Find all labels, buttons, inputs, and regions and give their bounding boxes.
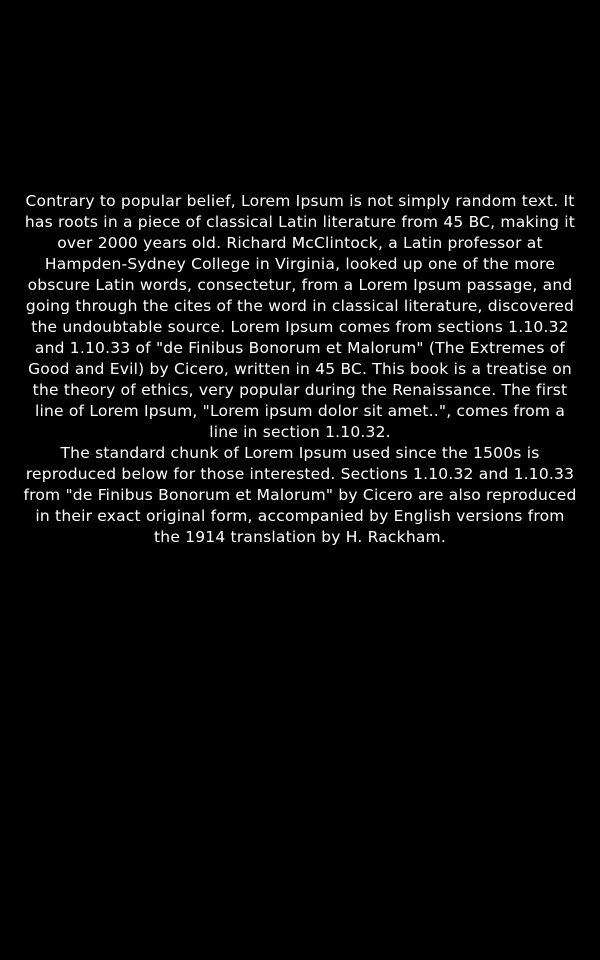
text-block	[22, 191, 578, 548]
paragraph-lorem-origin: Contrary to popular belief, Lorem Ipsum is not simply random text. It has roots in a piece of classical Latin literature from 45 BC, making it over 2000 years old. Richard McClintock, a Latin professor at Hampden-Sydney College in Virginia, looked up one of the more obscure Latin words, consectetur, from a Lorem Ipsum passage, and going through the cites of the word in classical literature, discovered the undoubtable source. Lorem Ipsum comes from sections 1.10.32 and 1.10.33 of "de Finibus Bonorum et Malorum" (The Extremes of Good and Evil) by Cicero, written in 45 BC. This book is a treatise on the theory of ethics, very popular during the Renaissance. The first line of Lorem Ipsum, "Lorem ipsum dolor sit amet..", comes from a line in section 1.10.32.	[24, 192, 576, 441]
paragraph-standard-chunk: The standard chunk of Lorem Ipsum used since the 1500s is reproduced below for those interested. Sections 1.10.32 and 1.10.33 from "de Finibus Bonorum et Malorum" by Cicero are also reproduced in their exact original form, accompanied by English versions from the 1914 translation by H. Rackham.	[23, 444, 577, 546]
